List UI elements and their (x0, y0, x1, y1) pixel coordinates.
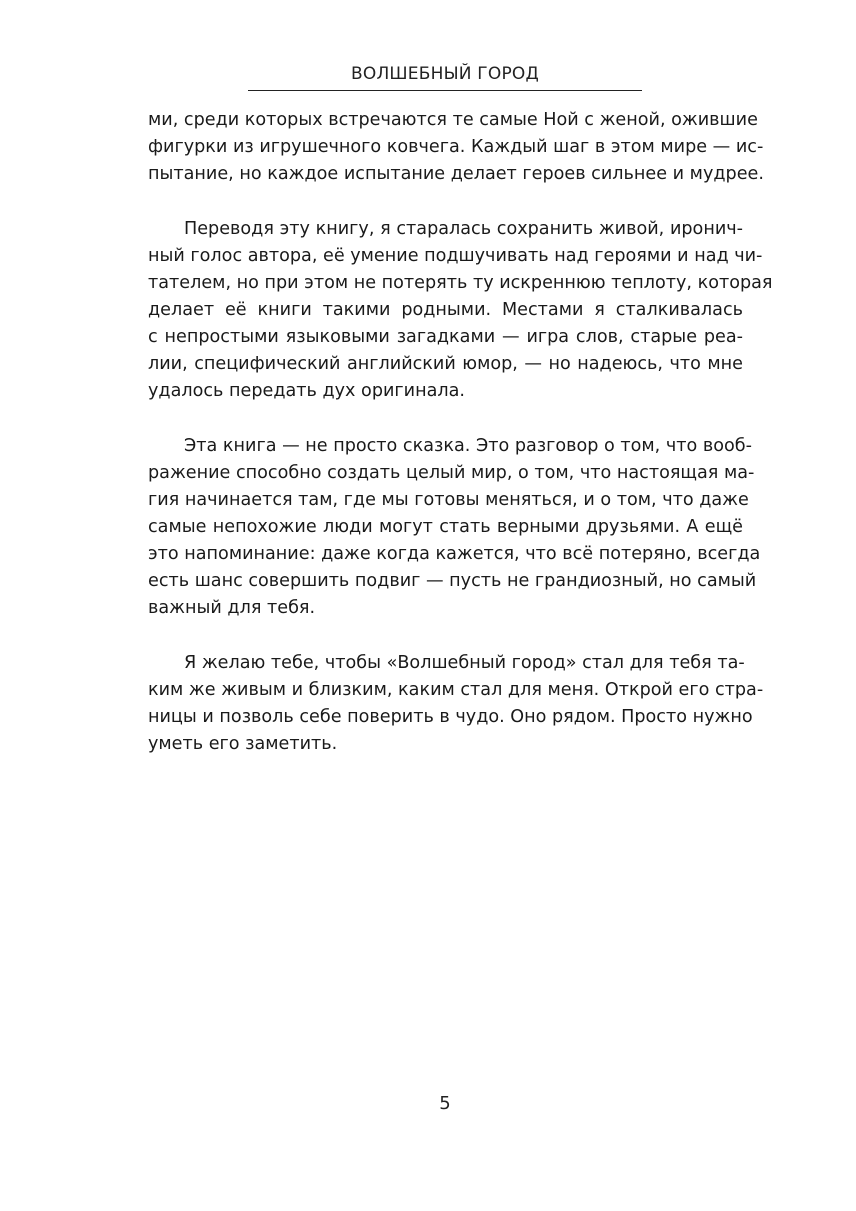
text-line: Эта книга — не просто сказка. Это разговор о том, что вооб- (184, 436, 752, 456)
paragraph-3 (148, 433, 761, 622)
paragraph-2 (148, 216, 773, 405)
text-line: пытание, но каждое испытание делает героев сильнее и мудрее. (148, 164, 764, 184)
text-line: Переводя эту книгу, я старалась сохранить живой, иронич- (184, 219, 743, 239)
page-number: 5 (439, 1093, 451, 1114)
text-line: это напоминание: даже когда кажется, что всё потеряно, всегда (148, 544, 761, 564)
paragraph-1 (148, 107, 764, 188)
text-line: самые непохожие люди могут стать верными друзьями. А ещё (148, 517, 743, 537)
text-line: удалось передать дух оригинала. (148, 381, 466, 401)
header-rule (248, 90, 642, 91)
text-line: ми, среди которых встречаются те самые Ной с женой, ожившие (148, 110, 758, 130)
paragraph-gap (148, 622, 743, 650)
paragraph-gap (148, 188, 743, 216)
running-head: ВОЛШЕБНЫЙ ГОРОД (351, 64, 539, 84)
paragraph-4 (148, 650, 764, 758)
text-line: тателем, но при этом не потерять ту искреннюю теплоту, которая (148, 273, 773, 293)
text-line: лии, специфический английский юмор, — но надеюсь, что мне (148, 354, 743, 374)
text-line: есть шанс совершить подвиг — пусть не грандиозный, но самый (148, 571, 757, 591)
text-line: делает её книги такими родными. Местами я сталкивалась (148, 300, 743, 320)
text-line: уметь его заметить. (148, 734, 338, 754)
text-line: Я желаю тебе, чтобы «Волшебный город» стал для тебя та- (184, 653, 745, 673)
body-text (148, 107, 773, 758)
text-line: гия начинается там, где мы готовы меняться, и о том, что даже (148, 490, 749, 510)
paragraph-gap (148, 405, 743, 433)
text-line: ким же живым и близким, каким стал для меня. Открой его стра- (148, 680, 764, 700)
text-line: ражение способно создать целый мир, о том, что настоящая ма- (148, 463, 755, 483)
text-line: фигурки из игрушечного ковчега. Каждый шаг в этом мире — ис- (148, 137, 764, 157)
text-line: ный голос автора, её умение подшучивать над героями и над чи- (148, 246, 763, 266)
text-line: с непростыми языковыми загадками — игра слов, старые реа- (148, 327, 743, 347)
text-line: важный для тебя. (148, 598, 316, 618)
text-line: ницы и позволь себе поверить в чудо. Оно рядом. Просто нужно (148, 707, 753, 727)
